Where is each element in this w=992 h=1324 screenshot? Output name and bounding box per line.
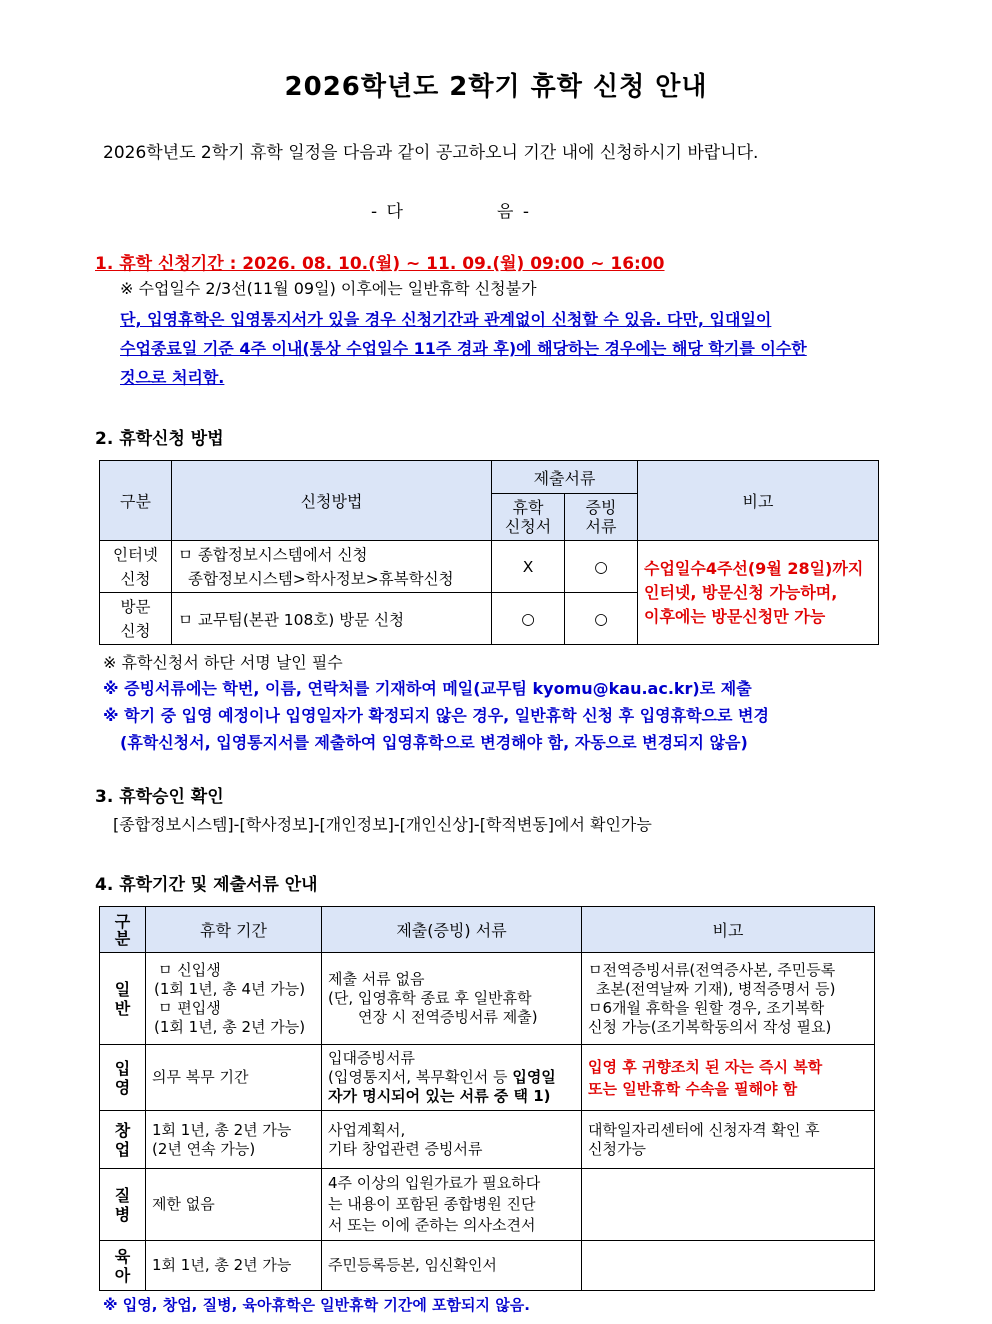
cell-text: 연장 시 전역증빙서류 제출) <box>358 1008 538 1026</box>
th4-docs: 제출(증빙) 서류 <box>322 907 582 953</box>
cell-text: ㅁ 종합정보시스템에서 신청 <box>178 545 368 564</box>
sec2-heading: 2. 휴학신청 방법 <box>95 429 224 449</box>
cell-text: 종합정보시스템>학사정보>휴복학신청 <box>188 569 454 588</box>
cell-type <box>100 1169 146 1241</box>
cell-text: 신청 가능(조기복학동의서 작성 필요) <box>588 1017 832 1036</box>
cell-text: (단, 입영휴학 종료 후 일반휴학 <box>328 989 532 1007</box>
cell-text: 제출 서류 없음 <box>328 970 425 988</box>
cell-text: (2년 연속 가능) <box>152 1139 256 1158</box>
cell-remark <box>582 953 875 1045</box>
remark-line: 수업일수4주선(9월 28일)까지 <box>644 558 864 578</box>
cell-text: 1회 1년, 총 2년 가능 <box>152 1120 292 1139</box>
sec1-blue-line2: 수업종료일 기준 4주 이내(통상 수업일수 11주 경과 후)에 해당하는 경우에는 해당 학기를 이수한 <box>120 339 807 358</box>
cell-text: 신청 <box>120 621 151 640</box>
cell-remark <box>582 1169 875 1241</box>
cell-text: 초본(전역날짜 기재), 병적증명서 등) <box>596 979 836 998</box>
th-gubun: 구분 <box>100 461 172 541</box>
cell-type <box>100 1241 146 1291</box>
cell-text-bold: 자가 명시되어 있는 서류 중 택 1) <box>328 1087 551 1105</box>
th4-remark: 비고 <box>582 907 875 953</box>
sec1-note: ※ 수업일수 2/3선(11월 09일) 이후에는 일반휴학 신청불가 <box>120 279 537 298</box>
table-row-illness <box>100 1169 875 1241</box>
cell-text: 입대증빙서류 <box>328 1049 415 1067</box>
daum-heading: - 다 음 - <box>371 202 529 222</box>
cell-doc1: X <box>492 541 565 593</box>
cell-text: ㅁ 편입생 <box>158 998 221 1017</box>
th4-gubun <box>100 907 146 953</box>
cell-text: 병 <box>114 1204 131 1224</box>
cell-text: 일 <box>114 979 131 999</box>
sec2-note1: ※ 휴학신청서 하단 서명 날인 필수 <box>103 653 343 672</box>
cell-type <box>100 1111 146 1169</box>
cell-remark <box>638 541 879 645</box>
cell-text: ㅁ전역증빙서류(전역증사본, 주민등록 <box>588 960 836 979</box>
th-doc1-line2: 신청서 <box>504 517 552 536</box>
cell-docs <box>322 1169 582 1241</box>
cell-text: 기타 창업관련 증빙서류 <box>328 1139 483 1158</box>
cell-remark <box>582 1111 875 1169</box>
cell-text: 육 <box>114 1246 131 1266</box>
remark-line: 이후에는 방문신청만 가능 <box>644 606 826 626</box>
cell-period <box>146 1111 322 1169</box>
cell-text: 대학일자리센터에 신청자격 확인 후 <box>588 1120 820 1139</box>
cell-text: (입영통지서, 복무확인서 등 <box>328 1068 513 1086</box>
sec2-note3: ※ 학기 중 입영 예정이나 입영일자가 확정되지 않은 경우, 일반휴학 신청 후 입영휴학으로 변경 <box>103 706 769 725</box>
cell-docs <box>322 1111 582 1169</box>
th-docs: 제출서류 <box>492 461 638 494</box>
cell-remark <box>582 1241 875 1291</box>
th-doc1 <box>492 494 565 541</box>
cell-text: 반 <box>114 998 131 1018</box>
cell-docs: 주민등록등본, 임신확인서 <box>322 1241 582 1291</box>
leave-period-table <box>99 906 875 1291</box>
cell-text: 입영 후 귀향조치 된 자는 즉시 복학 <box>588 1057 823 1076</box>
cell-text: 또는 일반휴학 수속을 필해야 함 <box>588 1079 798 1098</box>
cell-text-bold: 입영일 <box>512 1068 556 1086</box>
sec4-heading: 4. 휴학기간 및 제출서류 안내 <box>95 875 318 895</box>
table-row-childcare <box>100 1241 875 1291</box>
cell-text: 아 <box>114 1265 131 1285</box>
cell-text: 신청 <box>120 569 151 588</box>
sec2-note2: ※ 증빙서류에는 학번, 이름, 연락처를 기재하여 메일(교무팀 kyomu@kau.ac.kr)로 제출 <box>103 679 752 698</box>
sec3-heading: 3. 휴학승인 확인 <box>95 787 224 807</box>
page-title: 2026학년도 2학기 휴학 신청 안내 <box>284 72 708 102</box>
sec2-note4: (휴학신청서, 입영통지서를 제출하여 입영휴학으로 변경해야 함, 자동으로 변경되지 않음) <box>120 733 748 752</box>
table-row-general <box>100 953 875 1045</box>
cell-docs <box>322 1045 582 1111</box>
cell-text: 업 <box>114 1139 131 1159</box>
cell-text: 입 <box>114 1058 131 1078</box>
cell-text: 영 <box>114 1077 131 1097</box>
cell-remark <box>582 1045 875 1111</box>
th4-gubun-2: 분 <box>114 928 131 948</box>
cell-type <box>100 953 146 1045</box>
cell-text: (1회 1년, 총 2년 가능) <box>154 1017 306 1036</box>
cell-type <box>100 1045 146 1111</box>
cell-text: 창 <box>114 1120 131 1140</box>
th4-gubun-1: 구 <box>114 911 131 931</box>
cell-text: 서 또는 이에 준하는 의사소견서 <box>328 1216 536 1234</box>
sec4-footnote: ※ 입영, 창업, 질병, 육아휴학은 일반휴학 기간에 포함되지 않음. <box>103 1296 530 1314</box>
cell-text: ㅁ 신입생 <box>158 960 221 979</box>
cell-text: ㅁ6개월 휴학을 원할 경우, 조기복학 <box>588 998 825 1017</box>
cell-doc1: ○ <box>492 593 565 645</box>
table-row-startup <box>100 1111 875 1169</box>
intro-text: 2026학년도 2학기 휴학 일정을 다음과 같이 공고하오니 기간 내에 신청하시기 바랍니다. <box>103 143 759 163</box>
cell-text: 인터넷 <box>113 545 158 564</box>
cell-period <box>146 953 322 1045</box>
table-row-military <box>100 1045 875 1111</box>
remark-line: 인터넷, 방문신청 가능하며, <box>644 582 838 602</box>
th-doc2-line1: 증빙 <box>585 498 617 517</box>
sec1-blue-line3: 것으로 처리함. <box>120 368 225 387</box>
cell-gubun <box>100 593 172 645</box>
cell-docs <box>322 953 582 1045</box>
cell-text: 는 내용이 포함된 종합병원 진단 <box>328 1195 536 1213</box>
cell-doc2: ○ <box>565 593 638 645</box>
th-method: 신청방법 <box>172 461 492 541</box>
cell-period: 제한 없음 <box>146 1169 322 1241</box>
cell-text: 사업계획서, <box>328 1120 406 1139</box>
cell-method <box>172 541 492 593</box>
cell-period: 의무 복무 기간 <box>146 1045 322 1111</box>
cell-text: (1회 1년, 총 4년 가능) <box>154 979 306 998</box>
cell-doc2: ○ <box>565 541 638 593</box>
cell-method: ㅁ 교무팀(본관 108호) 방문 신청 <box>172 593 492 645</box>
cell-text: 질 <box>114 1185 131 1205</box>
application-method-table <box>99 460 879 645</box>
th4-period: 휴학 기간 <box>146 907 322 953</box>
cell-gubun <box>100 541 172 593</box>
cell-text: 방문 <box>120 597 151 616</box>
sec1-heading: 1. 휴학 신청기간 : 2026. 08. 10.(월) ~ 11. 09.(월) 09:00 ~ 16:00 <box>95 254 665 274</box>
th-doc1-line1: 휴학 <box>512 498 544 517</box>
cell-text: 신청가능 <box>588 1139 646 1158</box>
th-remark: 비고 <box>638 461 879 541</box>
cell-text: 4주 이상의 입원가료가 필요하다 <box>328 1174 541 1192</box>
cell-period: 1회 1년, 총 2년 가능 <box>146 1241 322 1291</box>
th-doc2-line2: 서류 <box>585 517 617 536</box>
sec1-blue-line1: 단, 입영휴학은 입영통지서가 있을 경우 신청기간과 관계없이 신청할 수 있음. 다만, 입대일이 <box>120 310 772 329</box>
sec3-path: [종합정보시스템]-[학사정보]-[개인정보]-[개인신상]-[학적변동]에서 확인가능 <box>113 815 652 834</box>
th-doc2 <box>565 494 638 541</box>
table-row <box>100 541 879 593</box>
